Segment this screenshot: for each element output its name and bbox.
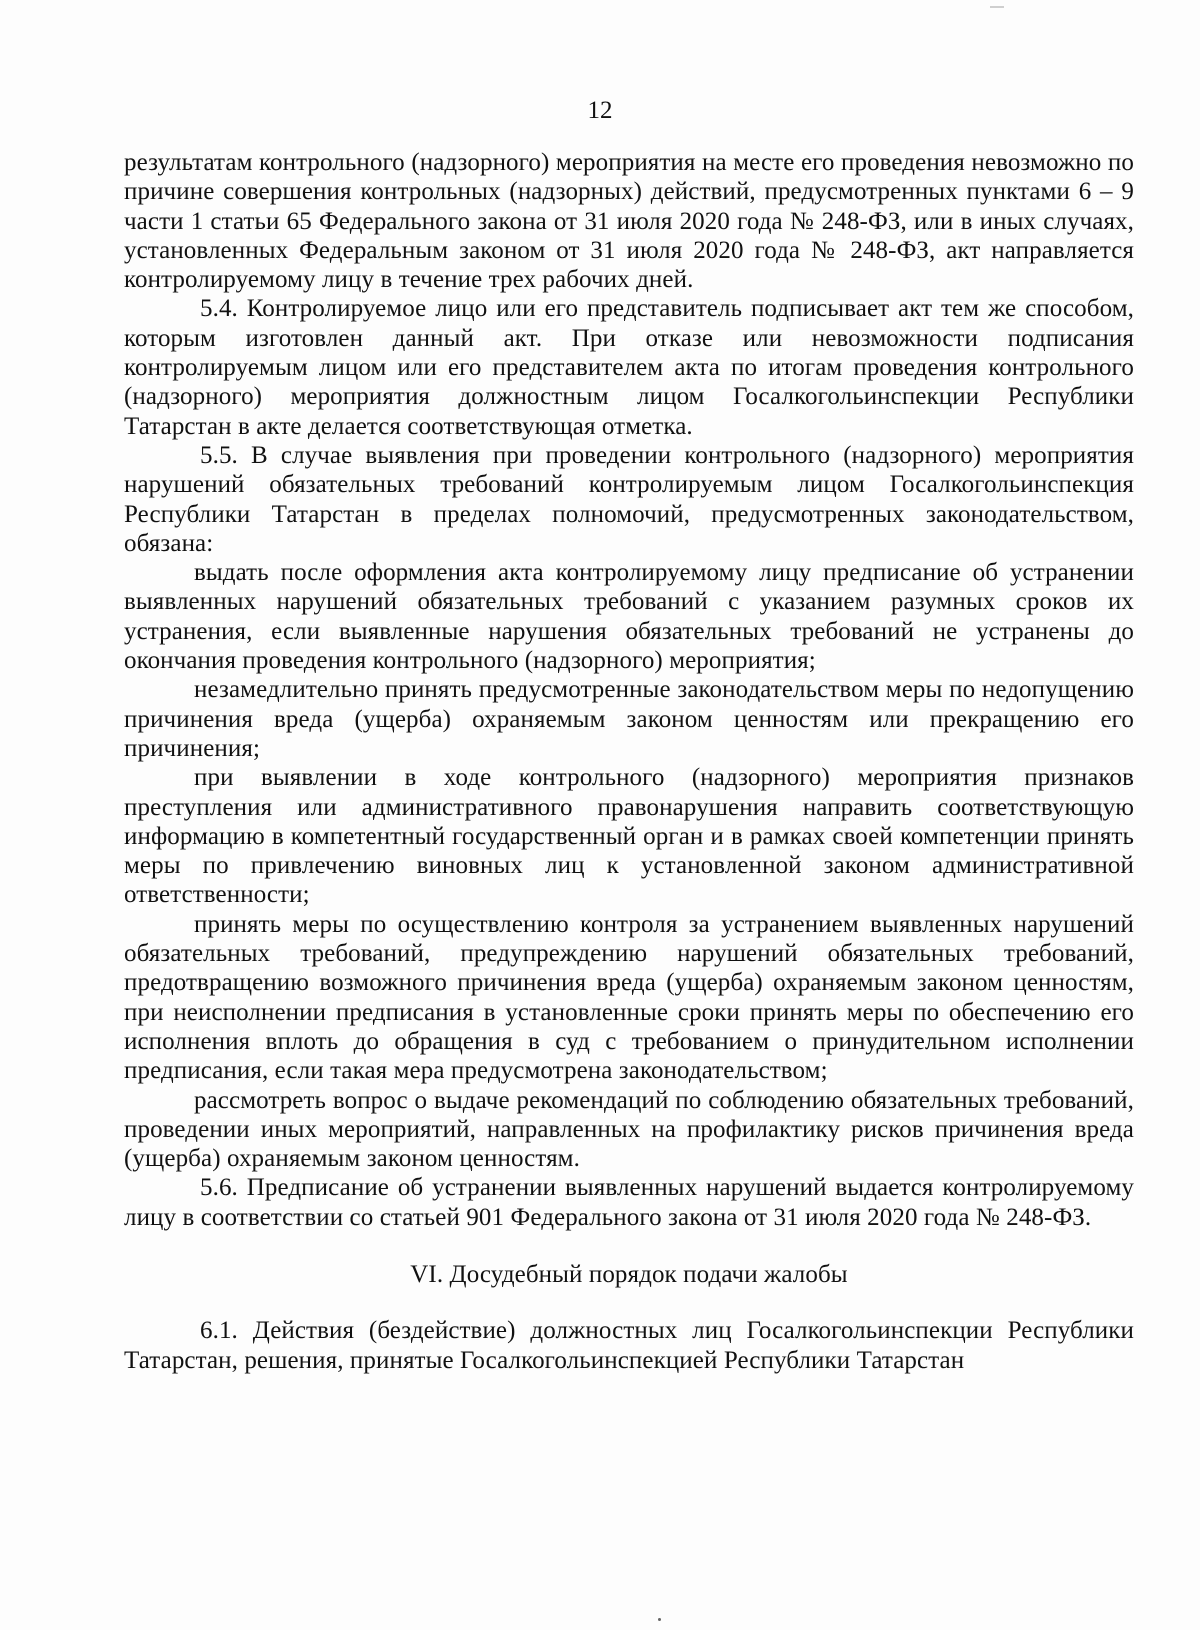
list-item-recommendations: рассмотреть вопрос о выдаче рекомендаций по соблюдению обязательных требований, проведении иных мероприятий, направленных на профилактику рисков причинения вреда (ущерба) охраняемым законом ценностям.	[124, 1086, 1134, 1173]
section-heading: VI. Досудебный порядок подачи жалобы	[410, 1260, 848, 1288]
paragraph-5-4: 5.4. Контролируемое лицо или его представитель подписывает акт тем же способом, которым изготовлен данный акт. При отказе или невозможности подписания контролируемым лицом или его представителем акта по итогам проведения контрольного (надзорного) мероприятия должностным лицом Госалкогольинспекции Республики Татарстан в акте делается соответствующая отметка.	[124, 295, 1134, 440]
document-body	[124, 148, 1134, 1375]
page-number: 12	[587, 97, 613, 124]
scan-mark	[990, 6, 1004, 8]
list-item-control-measures: принять меры по осуществлению контроля за устранением выявленных нарушений обязательных требований, предупреждению нарушений обязательных требований, предотвращению возможного причинения вреда (ущерба) охраняемым законом ценностям, при неисполнении предписания в установленные сроки принять меры по обеспечению его исполнения вплоть до обращения в суд с требованием о принудительном исполнении предписания, если такая мера предусмотрена законодательством;	[124, 910, 1134, 1085]
paragraph-6-1: 6.1. Действия (бездействие) должностных лиц Госалкогольинспекции Республики Татарстан, решения, принятые Госалкогольинспекцией Республики Татарстан	[124, 1317, 1134, 1374]
paragraph-continuation: результатам контрольного (надзорного) мероприятия на месте его проведения невозможно по причине совершения контрольных (надзорных) действий, предусмотренных пунктами 6 – 9 части 1 статьи 65 Федерального закона от 31 июля 2020 года № 248-ФЗ, или в иных случаях, установленных Федеральным законом от 31 июля 2020 года № 248-ФЗ, акт направляется контролируемому лицу в течение трех рабочих дней.	[124, 149, 1134, 294]
paragraph-5-6: 5.6. Предписание об устранении выявленных нарушений выдается контролируемому лицу в соответствии со статьей 901 Федерального закона от 31 июля 2020 года № 248-ФЗ.	[124, 1174, 1134, 1231]
list-item-issue-order: выдать после оформления акта контролируемому лицу предписание об устранении выявленных нарушений обязательных требований с указанием разумных сроков их устранения, если выявленные нарушения обязательных требований не устранены до окончания проведения контрольного (надзорного) мероприятия;	[124, 559, 1134, 675]
list-item-prevent-harm: незамедлительно принять предусмотренные законодательством меры по недопущению причинения вреда (ущерба) охраняемым законом ценностям или прекращению его причинения;	[124, 676, 1134, 762]
paragraph-5-5: 5.5. В случае выявления при проведении контрольного (надзорного) мероприятия нарушений обязательных требований контролируемым лицом Госалкогольинспекция Республики Татарстан в пределах полномочий, предусмотренных законодательством, обязана:	[124, 441, 1134, 557]
scan-speck	[658, 1618, 661, 1621]
list-item-report-violation: при выявлении в ходе контрольного (надзорного) мероприятия признаков преступления или административного правонарушения направить соответствующую информацию в компетентный государственный орган и в рамках своей компетенции принять меры по привлечению виновных лиц к установленной законом административной ответственности;	[124, 764, 1134, 909]
